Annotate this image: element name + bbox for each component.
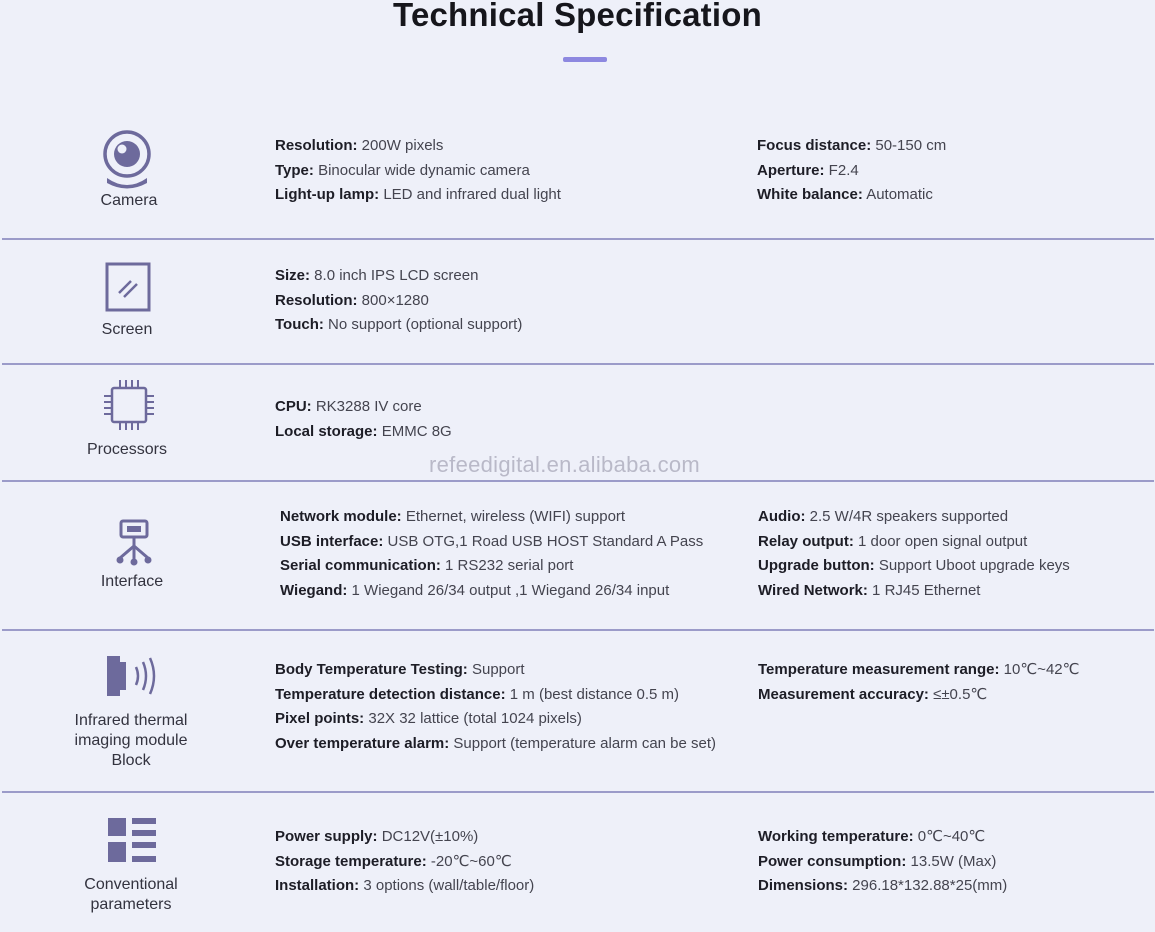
section-label: Screen [101,321,153,338]
spec-value: 32X 32 lattice (total 1024 pixels) [364,710,582,727]
spec-column-left [275,658,716,756]
spec-column-left [280,505,703,603]
spec-row [758,850,1007,875]
spec-value: Support (temperature alarm can be set) [449,734,717,752]
spec-key: Temperature measurement range: [758,661,1000,678]
spec-key: Power consumption: [758,852,907,870]
spec-value: F2.4 [824,161,859,179]
spec-value: 800×1280 [357,291,429,309]
spec-row [758,579,1070,604]
spec-row [280,579,703,604]
section-label: Processors [86,441,168,458]
spec-key: Aperture: [757,161,825,179]
spec-value: 50-150 cm [871,137,947,154]
spec-key: Local storage: [275,422,378,440]
spec-key: Installation: [275,877,360,894]
spec-row [757,183,946,208]
spec-row [275,420,452,445]
spec-value: Ethernet, wireless (WIFI) support [401,508,626,525]
spec-key: Dimensions: [758,877,849,894]
spec-key: Size: [275,267,311,284]
spec-value: 0℃~40℃ [913,828,986,845]
spec-key: Working temperature: [758,828,914,845]
spec-column-right [758,658,1079,707]
spec-row [275,825,534,850]
spec-key: White balance: [757,186,863,203]
spec-row [275,289,522,314]
screen-icon [104,261,152,313]
spec-value: 2.5 W/4R speakers supported [805,508,1009,525]
spec-key: Body Temperature Testing: [275,661,468,678]
infrared-signal-icon [104,653,158,699]
spec-key: Resolution: [275,137,358,154]
section-divider [2,480,1154,482]
spec-value: Binocular wide dynamic camera [313,161,530,179]
spec-column-left [275,134,561,208]
spec-row [275,313,522,338]
title-accent-bar [563,57,607,62]
spec-value: 1 RS232 serial port [440,557,574,574]
section-divider [2,363,1154,365]
spec-row [280,505,703,530]
spec-key: Wiegand: [280,581,348,599]
spec-value: ≤±0.5℃ [928,685,988,703]
spec-value: 13.5W (Max) [906,852,997,870]
spec-value: 1 RJ45 Ethernet [867,581,981,599]
spec-column-left [275,825,534,899]
spec-key: Storage temperature: [275,852,427,870]
spec-key: Touch: [275,316,324,333]
spec-row [758,658,1079,683]
section-label: Conventional parameters [84,876,178,913]
spec-row [275,683,716,708]
spec-row [275,707,716,732]
spec-key: USB interface: [280,532,384,550]
spec-key: Network module: [280,508,402,525]
spec-key: Focus distance: [757,137,872,154]
spec-row [275,134,561,159]
spec-row [280,554,703,579]
section-divider [2,238,1154,240]
spec-key: Upgrade button: [758,557,875,574]
spec-row [275,395,452,420]
spec-row [758,505,1070,530]
spec-row [758,874,1007,899]
spec-value: RK3288 IV core [311,398,422,415]
spec-key: CPU: [275,398,312,415]
spec-key: Serial communication: [280,557,441,574]
spec-key: Wired Network: [758,581,868,599]
spec-row [275,850,534,875]
spec-value: Support [467,661,525,678]
spec-value: 10℃~42℃ [999,661,1080,678]
spec-value: DC12V(±10%) [377,828,479,845]
spec-row [275,658,716,683]
spec-value: -20℃~60℃ [426,852,512,870]
section-label: Camera [100,192,158,209]
spec-row [758,554,1070,579]
spec-row [275,874,534,899]
spec-key: Light-up lamp: [275,186,380,203]
spec-value: 1 Wiegand 26/34 output ,1 Wiegand 26/34 input [347,581,670,599]
page-title: Technical Specification [393,0,762,33]
interface-network-icon [110,518,158,566]
spec-value: 200W pixels [357,137,444,154]
spec-row [275,159,561,184]
spec-row [275,264,522,289]
processor-chip-icon [102,378,156,432]
spec-key: Temperature detection distance: [275,685,506,703]
spec-key: Type: [275,161,314,179]
spec-row [758,530,1070,555]
spec-key: Over temperature alarm: [275,734,450,752]
spec-column-right [758,825,1007,899]
spec-row [757,134,946,159]
spec-key: Pixel points: [275,710,365,727]
spec-value: USB OTG,1 Road USB HOST Standard A Pass [383,532,704,550]
camera-icon [98,128,156,190]
spec-row [280,530,703,555]
spec-row [757,159,946,184]
spec-value: Automatic [862,186,933,203]
spec-value: 1 m (best distance 0.5 m) [505,685,680,703]
section-label: Infrared thermal imaging module Block [74,712,188,769]
parameters-list-icon [106,816,158,864]
spec-row [758,683,1079,708]
spec-key: Audio: [758,508,806,525]
spec-value: LED and infrared dual light [379,186,561,203]
watermark: refeedigital.en.alibaba.com [429,452,701,477]
spec-key: Power supply: [275,828,378,845]
spec-value: No support (optional support) [323,316,523,333]
spec-column-left [275,395,452,444]
spec-value: 3 options (wall/table/floor) [359,877,535,894]
spec-row [758,825,1007,850]
section-divider [2,629,1154,631]
spec-key: Measurement accuracy: [758,685,929,703]
spec-value: Support Uboot upgrade keys [874,557,1070,574]
spec-value: 296.18*132.88*25(mm) [848,877,1008,894]
spec-value: 1 door open signal output [853,532,1028,550]
spec-key: Resolution: [275,291,358,309]
spec-column-left [275,264,522,338]
spec-value: 8.0 inch IPS LCD screen [310,267,479,284]
spec-value: EMMC 8G [377,422,452,440]
spec-row [275,732,716,757]
spec-key: Relay output: [758,532,854,550]
spec-column-right [757,134,946,208]
section-label: Interface [100,573,164,590]
section-divider [2,791,1154,793]
spec-row [275,183,561,208]
spec-column-right [758,505,1070,603]
